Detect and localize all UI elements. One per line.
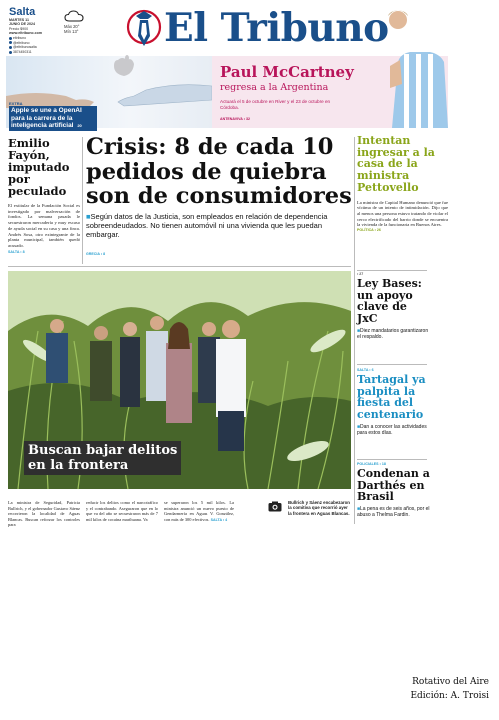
twitter-icon [9, 41, 12, 44]
left-story [8, 137, 80, 254]
ley-bases-headline: Ley Bases: un apoyo clave de JxC [357, 277, 422, 326]
whatsapp-icon [9, 51, 12, 54]
price: Precio $900 [9, 26, 29, 31]
tartagal-story [357, 368, 431, 436]
darthes-story [357, 462, 431, 518]
city-name: Salta [9, 6, 36, 18]
ley-bases-tag: • 27 [357, 272, 364, 276]
tartagal-lead: ■Dan a conocer las actividades para estos días. [357, 423, 427, 436]
social-whatsapp: 3874450311 [9, 50, 61, 55]
mccartney-section: ANTENAVIVA • 32 [220, 117, 250, 121]
facebook-icon [9, 37, 12, 40]
ley-bases-story [357, 272, 431, 340]
photo-caption: Bullrich y Sáenz encabezaron la comitiva que recorrió ayer la frontera en Aguas Blancas. [288, 500, 350, 516]
tribuno-logo-icon [126, 6, 162, 50]
pettovello-headline: Intentan ingresar a la casa de la ministra Pettovello [357, 134, 435, 194]
cloud-icon [64, 9, 86, 23]
darthes-lead: ■La pena es de seis años, por el abuso a Thelma Fardin. [357, 506, 430, 519]
left-story-body: El extitular de la Fundación Social es investigado por malversación de fondos. La semana pasada le secuestraron mercadería y muy escaso de ayuda social en su casa y una finca. Andrés Sosa, otro exintegrante de la planta municipal, también quedó acusado. [8, 203, 80, 248]
darthes-headline: Condenan a Darthés en Brasil [357, 467, 430, 504]
right-column [357, 135, 448, 232]
pettovello-page: POLÍTICA • 26 [357, 228, 381, 233]
website: www.eltribuno.com [9, 30, 43, 35]
photo-headline-box [24, 441, 181, 475]
credit-line-1: Rotativo del Aire [412, 677, 489, 687]
tartagal-tag: SALTA • 6 [357, 368, 374, 372]
main-lead: ■Según datos de la Justicia, son empleados en relación de dependencia sobreendeudados. No tienen automóvil ni una vivienda que les puedan embargar. [86, 212, 328, 239]
social-twitter: @eltribuno [9, 41, 61, 46]
ai-promo-tag: EXTRA [9, 101, 23, 106]
left-story-headline: Emilio Fayón, imputado por peculado [8, 136, 70, 198]
mccartney-subtitle: regresa a la Argentina [220, 82, 329, 93]
divider-right-3 [357, 459, 427, 460]
photo-headline-line2: en la frontera [28, 458, 129, 473]
divider-right-2 [357, 364, 427, 365]
weather-max: Máx 20° [64, 24, 80, 29]
date-line-2: JUNIO DE 2024 [9, 22, 35, 27]
credit-line-2: Edición: A. Troisi [410, 691, 489, 701]
mccartney-shirt-photo [390, 14, 448, 128]
mccartney-title: Paul McCartney [220, 63, 354, 81]
photo-story-col2: reducir los delitos como el narcotráfico y el contrabando. Aseguraron que en lo que va del año se secuestraron más de 7 mil kilos de cocaína marihuana. Va [86, 500, 158, 522]
ai-promo-headline: Apple se une a OpenAI para la carrera de la inteligencia artificial 20 [9, 106, 97, 131]
social-instagram: @eltribunosalta [9, 45, 61, 50]
ai-promo-page: 20 [77, 123, 82, 129]
date-line-1: MARTES 11 [9, 18, 29, 22]
camera-icon [268, 501, 282, 512]
newspaper-front-page [6, 4, 448, 528]
column-divider-right [354, 137, 355, 524]
newspaper-title: El Tribuno [164, 5, 389, 51]
photo-story-page: SALTA • 4 [210, 517, 228, 522]
lead-bullet-icon: ■ [86, 212, 91, 221]
main-headline: Crisis: 8 de cada 10 pedidos de quiebra son de consumidores [86, 134, 352, 209]
darthes-tag: POLICIALES • 18 [357, 462, 386, 466]
social-facebook: eltribuno [9, 36, 61, 41]
bullet-icon: ■ [357, 423, 361, 430]
ley-bases-lead: ■Diez mandatarios garantizaron el respaldo. [357, 327, 429, 340]
divider-right-1 [357, 270, 427, 271]
mccartney-body: Actuará el 5 de octubre en River y el 23 de octubre en Córdoba. [220, 99, 331, 110]
instagram-icon [9, 46, 12, 49]
divider-above-photo [8, 266, 351, 267]
column-divider-left [82, 137, 83, 264]
tartagal-headline: Tartagal ya palpita la fiesta del centenario [357, 373, 426, 422]
photo-story-col3: se superaron los 5 mil kilos. La ministra anunció un nuevo puesto de Gendarmería en Aguas V. González, con más de 300 efectivos. SALTA • 4 [164, 500, 234, 522]
masthead-info [9, 6, 61, 55]
weather-min: Mín 13° [64, 29, 79, 34]
bullet-icon: ■ [357, 506, 361, 513]
photo-story-col1: La ministra de Seguridad, Patricia Bullrich, y el gobernador Gustavo Sáenz recorrieron la localidad de Aguas Blancas. Buscan reforzar los controles para [8, 500, 80, 528]
left-story-page: SALTA • 8 [8, 249, 25, 254]
pettovello-body: La ministra de Capital Humano denunció que fue víctima de un intento de intimidación. Dijo que al menos una persona estuvo tratando de violar el cerco electrificado del barrio donde se encuentra la vivienda de la funcionaria en Buenos Aires. [357, 199, 448, 228]
photo-headline-line1: Buscan bajar delitos [28, 443, 178, 458]
main-story-page: GRECIA • 8 [86, 252, 106, 256]
bullet-icon: ■ [357, 327, 361, 334]
weather-box [64, 9, 116, 37]
